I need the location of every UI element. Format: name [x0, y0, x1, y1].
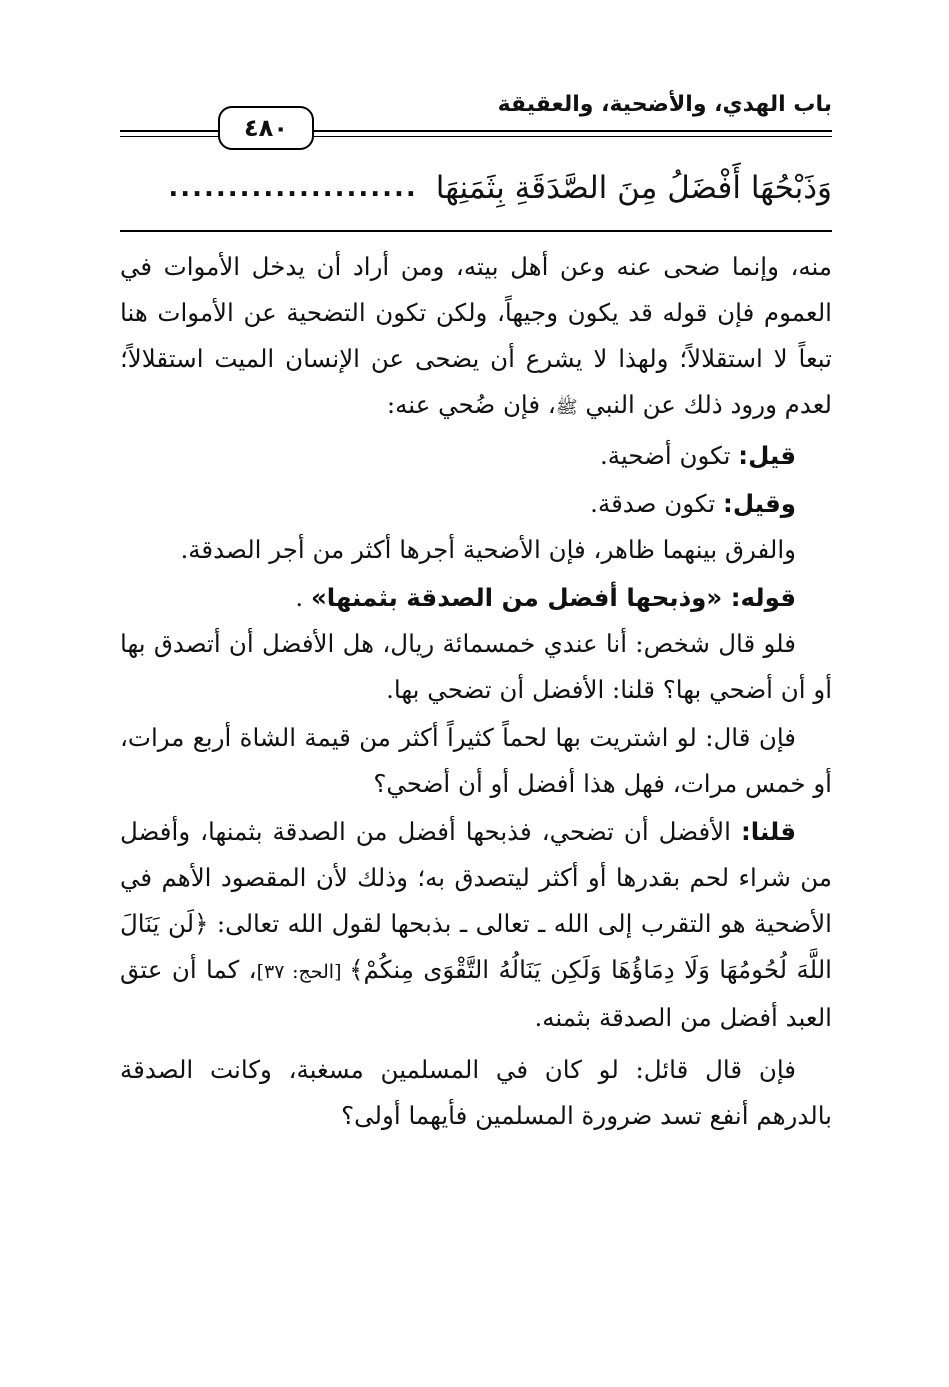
paragraph-text: ، كما أن عتق العبد أفضل من الصدقة بثمنه.	[120, 955, 832, 1032]
qawluhu-heading: قوله: «وذبحها أفضل من الصدقة بثمنها»	[310, 583, 796, 612]
verse-reference: [الحج: ٣٧]	[256, 961, 350, 983]
paragraph: فإن قال قائل: لو كان في المسلمين مسغبة، وكانت الصدقة بالدرهم أنفع تسد ضرورة المسلمين فأيهما أولى؟	[120, 1055, 832, 1130]
paragraph-text: ، فإن ضُحي عنه:	[386, 390, 556, 419]
paragraph: فلو قال شخص: أنا عندي خمسمائة ريال، هل الأفضل أن أتصدق بها أو أن أضحي بها؟ قلنا: الأفضل أن تضحي بها.	[120, 629, 832, 704]
label-waqila: وقيل:	[723, 489, 796, 518]
matn-text: وَذَبْحُهَا أَفْضَلُ مِنَ الصَّدَقَةِ بِثَمَنِهَا	[435, 170, 832, 206]
matn-separator	[120, 230, 832, 232]
paragraph-text: الأفضل أن تضحي، فذبحها أفضل من الصدقة بثمنها، وأفضل من شراء لحم بقدرها أو أكثر ليتصدق به؛ وذلك لأن المقصود الأهم في الأضحية هو التقرب إلى الله ـ تعالى ـ بذبحها لقول الله تعالى:	[120, 817, 832, 938]
quran-verse: ﴿لَن يَنَالَ اللَّهَ لُحُومُهَا وَلَا دِمَاؤُهَا وَلَكِن يَنَالُهُ التَّقْوَى مِنكُمْ﴾	[120, 909, 832, 984]
paragraph	[120, 244, 832, 431]
paragraph-text: تكون أضحية.	[599, 441, 739, 470]
commentary-body	[120, 244, 832, 1139]
paragraph	[120, 809, 832, 1041]
paragraph	[120, 433, 832, 479]
running-header	[120, 86, 832, 148]
label-qulna: قلنا:	[740, 817, 796, 846]
paragraph	[120, 575, 832, 621]
matn-dots: .....................	[168, 173, 418, 203]
salla-symbol: ﷺ	[555, 397, 578, 418]
paragraph-text: تكون صدقة.	[590, 489, 724, 518]
paragraph	[120, 481, 832, 527]
paragraph: فإن قال: لو اشتريت بها لحماً كثيراً أكثر من قيمة الشاة أربع مرات، أو خمس مرات، فهل هذا أفضل أو أن أضحي؟	[120, 723, 832, 798]
section-title: باب الهدي، والأضحية، والعقيقة	[497, 92, 832, 117]
matn-line	[120, 158, 832, 218]
label-qila: قيل:	[738, 441, 796, 470]
paragraph-text: منه، وإنما ضحى عنه وعن أهل بيته، ومن أراد أن يدخل الأموات في العموم فإن قوله قد يكون وجيهاً، ولكن تكون التضحية عن الأموات هنا تبعاً لا استقلالاً؛ ولهذا لا يشرع أن يضحى عن الإنسان الميت استقلالاً؛ لعدم ورود ذلك عن النبي	[120, 252, 832, 419]
page-number: ٤٨٠	[218, 106, 314, 150]
paragraph-text: .	[295, 583, 311, 612]
paragraph: والفرق بينهما ظاهر، فإن الأضحية أجرها أكثر من أجر الصدقة.	[180, 535, 796, 564]
